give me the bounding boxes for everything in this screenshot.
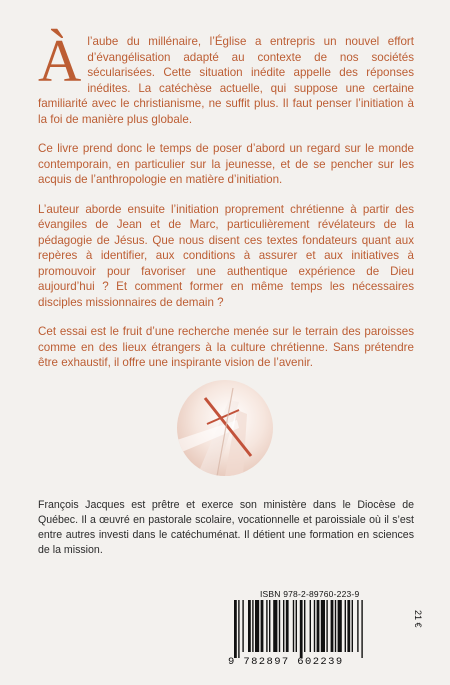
barcode-bar (361, 600, 362, 658)
barcode-bar (331, 600, 334, 652)
barcode-bar (293, 600, 294, 652)
blurb-paragraph-1-text: l’aube du millénaire, l’Église a entrepris un nouvel effort d’évangélisation adapté au contexte de nos sociétés sécularisées. Cette situation inédite appelle des réponses inédites. La catéchèse actuelle, qui suppose une certaine familiarité avec le christianisme, ne suffit plus. Il faut penser l’initiation à la foi de manière plus globale. (38, 35, 414, 126)
cross-image (177, 380, 273, 476)
drop-cap: À (38, 28, 82, 94)
barcode-bar (321, 600, 325, 652)
barcode-bar (326, 600, 327, 652)
barcode-bar (317, 600, 320, 652)
barcode-bar (242, 600, 243, 652)
barcode-bar (335, 600, 336, 652)
barcode-digits: 9 782897 602239 (228, 656, 344, 668)
author-bio: François Jacques est prêtre et exerce son ministère dans le Diocèse de Québec. Il a œuvré en pastorale scolaire, vocationnelle et paroissiale où il s’est entre autres investi dans le catéchuménat. Il détient une formation en sciences de la mission. (38, 499, 414, 556)
cross-medallion-image (177, 380, 273, 476)
barcode-bar (310, 600, 311, 652)
barcode-bar (300, 600, 303, 658)
barcode-bar (269, 600, 270, 652)
barcode-bar (266, 600, 267, 652)
barcode-bar (238, 600, 239, 658)
barcode-bar (357, 600, 358, 652)
blurb-paragraph-1 (38, 28, 414, 127)
barcode-bar (252, 600, 253, 652)
isbn-label: ISBN 978-2-89760-223-9 (260, 589, 360, 599)
blurb-paragraph-2: Ce livre prend donc le temps de poser d’abord un regard sur le monde contemporain, en particulier sur la jeunesse, et de se pencher sur les acquis de l’anthropologie en matière d’initiation. (38, 142, 414, 186)
barcode-bar (261, 600, 264, 652)
blurb-paragraph-4: Cet essai est le fruit d’une recherche menée sur le terrain des paroisses comme en des lieux étrangers à la culture chrétienne. Sans prétendre être exhaustif, il offre une inspirante vision de l’avenir. (38, 325, 414, 369)
blurb-text (38, 28, 414, 385)
barcode-bar (304, 600, 305, 652)
barcode-bar (273, 600, 277, 652)
barcode-bar (347, 600, 350, 652)
barcode-bar (338, 600, 342, 652)
barcode-bar (296, 600, 297, 652)
barcode-bar (352, 600, 353, 652)
barcode-bar (248, 600, 251, 652)
barcode-bar (283, 600, 284, 652)
barcode-bar (279, 600, 280, 652)
barcode-bar (234, 600, 237, 658)
barcode-bar (314, 600, 315, 652)
blurb-paragraph-3: L’auteur aborde ensuite l’initiation proprement chrétienne à partir des évangiles de Jean et de Marc, particulièrement révélateurs de la pédagogie de Jésus. Que nous disent ces textes fondateurs quant aux repères à identifier, aux conditions à assurer et aux initiatives à promouvoir pour favoriser une authentique expérience de Dieu aujourd’hui ? Et comment former en même temps les nécessaires disciples missionnaires de demain ? (38, 202, 414, 309)
barcode (230, 600, 418, 658)
barcode-bar (345, 600, 346, 652)
barcode-bar (286, 600, 289, 652)
barcode-bar (255, 600, 259, 652)
price-label: 21 € (413, 610, 423, 628)
